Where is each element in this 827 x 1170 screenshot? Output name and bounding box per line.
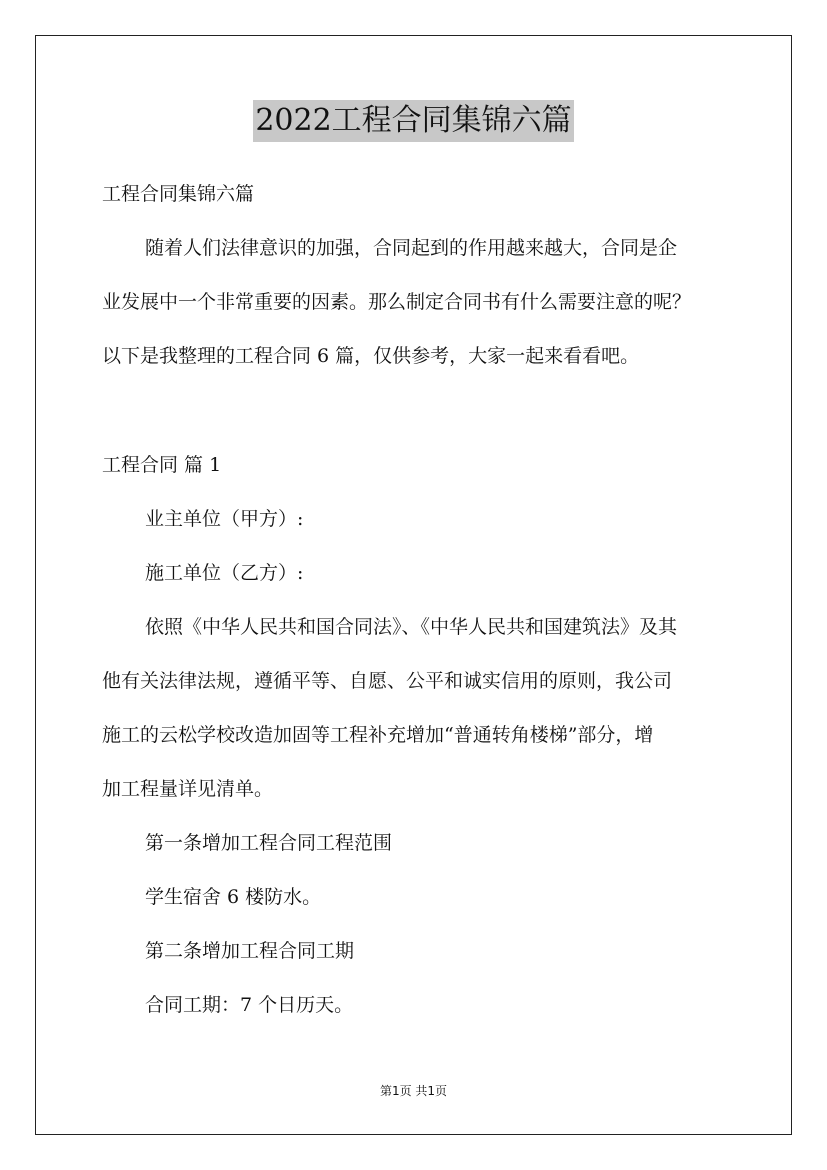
intro-line-3: 以下是我整理的工程合同 6 篇，仅供参考，大家一起来看看吧。 <box>102 345 640 367</box>
title-container <box>0 100 827 142</box>
para-line-1: 依照《中华人民共和国合同法》、《中华人民共和国建筑法》及其 <box>145 616 678 638</box>
party-a-label: 业主单位（甲方）: <box>145 508 304 530</box>
para-line-3: 施工的云松学校改造加固等工程补充增加“普通转角楼梯”部分，增 <box>102 724 654 746</box>
para-line-4: 加工程量详见清单。 <box>102 778 274 800</box>
document-heading: 工程合同集锦六篇 <box>102 183 255 205</box>
section-title: 工程合同 篇 1 <box>102 454 222 476</box>
article-2-title: 第二条增加工程合同工期 <box>145 940 355 962</box>
article-1-title: 第一条增加工程合同工程范围 <box>145 832 393 854</box>
document-title: 2022工程合同集锦六篇 <box>253 100 573 142</box>
party-b-label: 施工单位（乙方）: <box>145 562 304 584</box>
article-1-body: 学生宿舍 6 楼防水。 <box>145 886 322 908</box>
para-line-2: 他有关法律法规，遵循平等、自愿、公平和诚实信用的原则，我公司 <box>102 670 673 692</box>
intro-line-2: 业发展中一个非常重要的因素。那么制定合同书有什么需要注意的呢？ <box>102 291 692 313</box>
article-2-body: 合同工期：7 个日历天。 <box>145 994 354 1016</box>
intro-line-1: 随着人们法律意识的加强，合同起到的作用越来越大，合同是企 <box>145 237 678 259</box>
page-footer: 第1页 共1页 <box>379 1084 448 1098</box>
